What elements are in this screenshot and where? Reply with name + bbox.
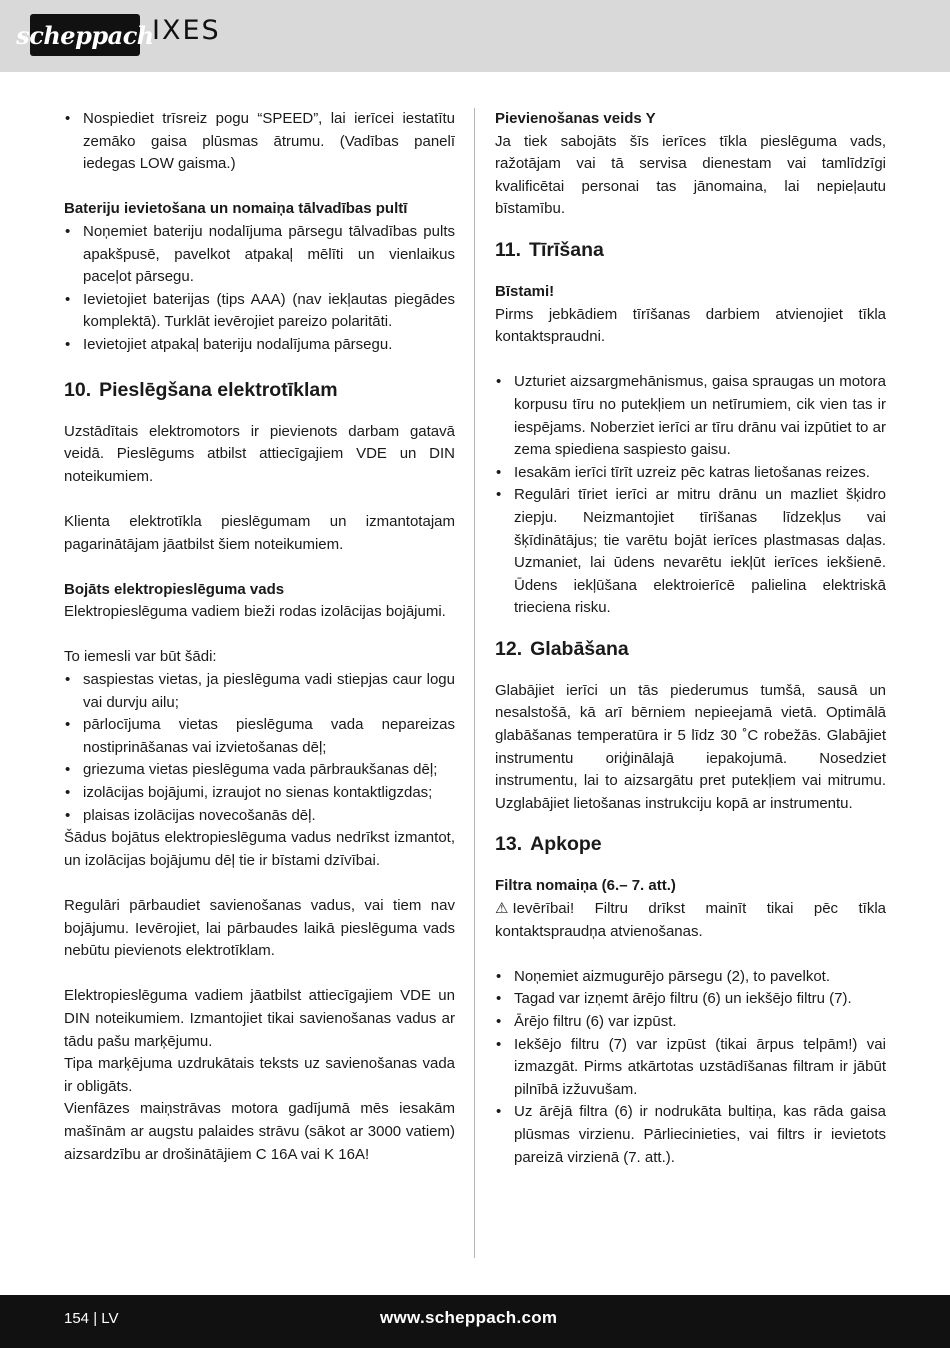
cleaning-list [495,371,886,620]
paragraph: Tipa marķējuma uzdrukātais teksts uz savienošanas vada ir obligāts. [64,1055,455,1095]
reasons-list [64,669,455,827]
list-item: • Iesakām ierīci tīrīt uzreiz pēc katras lietošanas reizes. [495,462,886,485]
section-12-heading [495,636,886,662]
section-10-heading [64,377,455,403]
filter-list [495,966,886,1169]
section-number: 13. [495,833,523,856]
list-item: • Nospiediet trīsreiz pogu “SPEED”, lai ierīcei iestatītu zemāko gaisa plūsmas ātrumu. (Vadības panelī iedegas LOW gaisma.) [64,108,455,176]
list-item: • Ievietojiet baterijas (tips AAA) (nav iekļautas piegādes komplektā). Turklāt ievērojiet pareizo polaritāti. [64,289,455,334]
page-number: 154 | LV [64,1310,119,1327]
filter-heading: Filtra nomaiņa (6.– 7. att.) [495,877,676,895]
damaged-cable-heading: Bojāts elektropieslēguma vads [64,580,285,598]
connection-y-heading: Pievienošanas veids Y [495,110,656,127]
list-item: • Noņemiet aizmugurējo pārsegu (2), to pavelkot. [495,966,886,989]
paragraph: Uzstādītais elektromotors ir pievienots darbam gatavā veidā. Pieslēgums atbilst attiecīgajiem VDE un DIN noteikumiem. [64,422,455,485]
paragraph: Šādus bojātus elektropieslēguma vadus nedrīkst izmantot, un izolācijas bojājumu dēļ tie ir bīstami dzīvībai. [64,829,455,869]
section-title: Tīrīšana [529,238,604,261]
list-item: • Uzturiet aizsargmehānismus, gaisa spraugas un motora korpusu tīru no putekļiem un netīrumiem, cik vien tas ir iespējams. Noberziet ierīci ar tīru drānu vai izpūtiet to ar zema spiediena saspiesto gaisu. [495,371,886,461]
page-footer [0,1295,950,1348]
paragraph: Elektropieslēguma vadiem bieži rodas izolācijas bojājumi. [64,603,446,621]
list-item: • saspiestas vietas, ja pieslēguma vadi stiepjas caur logu vai durvju ailu; [64,669,455,714]
section-13-heading [495,831,886,857]
list-item: • izolācijas bojājumi, izraujot no sienas kontaktligzdas; [64,782,455,805]
list-item: • Noņemiet bateriju nodalījuma pārsegu tālvadības pults apakšpusē, pavelkot atpakaļ mēlīti un vienlaikus paceļot pārsegu. [64,221,455,289]
list-item: • Regulāri tīriet ierīci ar mitru drānu un mazliet šķidro ziepju. Neizmantojiet tīrīšanas līdzekļus vai šķīdinātājus; tie varētu bojāt ierīces plastmasas daļas. Uzmaniet, lai ūdens nevarētu iekļūt ierīces iekšienē. Ūdens iekļūšana elektroierīcē palielina elektriskā trieciena risku. [495,484,886,620]
paragraph: Ja tiek sabojāts šīs ierīces tīkla pieslēguma vads, ražotājam vai tā servisa dienestam vai tamlīdzīgi kvalificētai personai tas jānomaina, lai nepieļautu bīstamību. [495,132,886,218]
section-title: Pieslēgšana elektrotīklam [99,378,338,401]
list-item: • Ārējo filtru (6) var izpūst. [495,1011,886,1034]
filter-warning [495,898,886,943]
column-divider [474,108,475,1258]
danger-heading: Bīstami! [495,282,555,300]
website-url: www.scheppach.com [380,1308,558,1327]
paragraph: Klienta elektrotīkla pieslēgumam un izmantotajam pagarinātājam jāatbilst šiem noteikumiem. [64,512,455,553]
paragraph: Regulāri pārbaudiet savienošanas vadus, vai tiem nav bojājumu. Ievērojiet, lai pārbaudes laikā pieslēguma vads nebūtu pievienots elektrotīklam. [64,897,455,960]
list-item: • Tagad var izņemt ārējo filtru (6) un iekšējo filtru (7). [495,988,886,1011]
brand-name: scheppach [16,20,154,50]
list-item: • Ievietojiet atpakaļ bateriju nodalījuma pārsegu. [64,334,455,357]
list-item: • griezuma vietas pieslēguma vada pārbraukšanas dēļ; [64,759,455,782]
warning-text: Ievērībai! Filtru drīkst mainīt tikai pēc tīkla kontaktspraudņa atvienošanas. [495,900,886,940]
section-number: 11. [495,238,522,261]
list-item: • pārlocījuma vietas pieslēguma vada nepareizas nostiprināšanas vai izvietošanas dēļ; [64,714,455,759]
section-title: Glabāšana [530,637,629,660]
ixes-logo: IXES [152,15,221,46]
scheppach-logo [16,14,154,56]
paragraph: To iemesli var būt šādi: [64,648,217,666]
list-item: • Iekšējo filtru (7) var izpūst (tikai ārpus telpām!) vai izmazgāt. Pirms atkārtotas uzstādīšanas filtram ir jābūt pilnībā izžuvušam. [495,1034,886,1102]
warning-triangle-icon: ⚠ [495,900,509,918]
page-header [0,0,950,72]
paragraph: Pirms jebkādiem tīrīšanas darbiem atvienojiet tīkla kontaktspraudni. [495,305,886,346]
section-11-heading [495,237,886,263]
paragraph: Elektropieslēguma vadiem jāatbilst attiecīgajiem VDE un DIN noteikumiem. Izmantojiet tikai savienošanas vadus ar tādu pašu marķējumu. [64,987,455,1050]
section-number: 12. [495,637,523,660]
battery-list [64,221,455,357]
paragraph: Glabājiet ierīci un tās piederumus tumšā, sausā un nesalstošā, kā arī bērniem nepieejamā vietā. Optimālā glabāšanas temperatūra ir 5 līdz 30 ˚C robežās. Glabājiet instrumentu oriģinālajā iepakojumā. Nosedziet instrumentu, lai to aizsargātu pret putekļiem vai mitrumu. Uzglabājiet lietošanas instrukciju kopā ar instrumentu. [495,681,886,812]
speed-list [64,108,455,176]
list-item: • plaisas izolācijas novecošanās dēļ. [64,805,455,828]
list-item: • Uz ārējā filtra (6) ir nodrukāta bultiņa, kas rāda gaisa plūsmas virzienu. Pārliecinieties, vai filtrs ir ievietots pareizā virzienā (7. att.). [495,1101,886,1169]
right-column [495,108,886,1169]
section-number: 10. [64,378,92,401]
paragraph: Vienfāzes maiņstrāvas motora gadījumā mēs iesakām mašīnām ar augstu palaides strāvu (sākot ar 3000 vatiem) aizsardzību ar drošinātājiem C 16A vai K 16A! [64,1100,455,1163]
battery-heading: Bateriju ievietošana un nomaiņa tālvadības pultī [64,200,408,218]
left-column [64,108,455,1166]
section-title: Apkope [530,833,602,856]
